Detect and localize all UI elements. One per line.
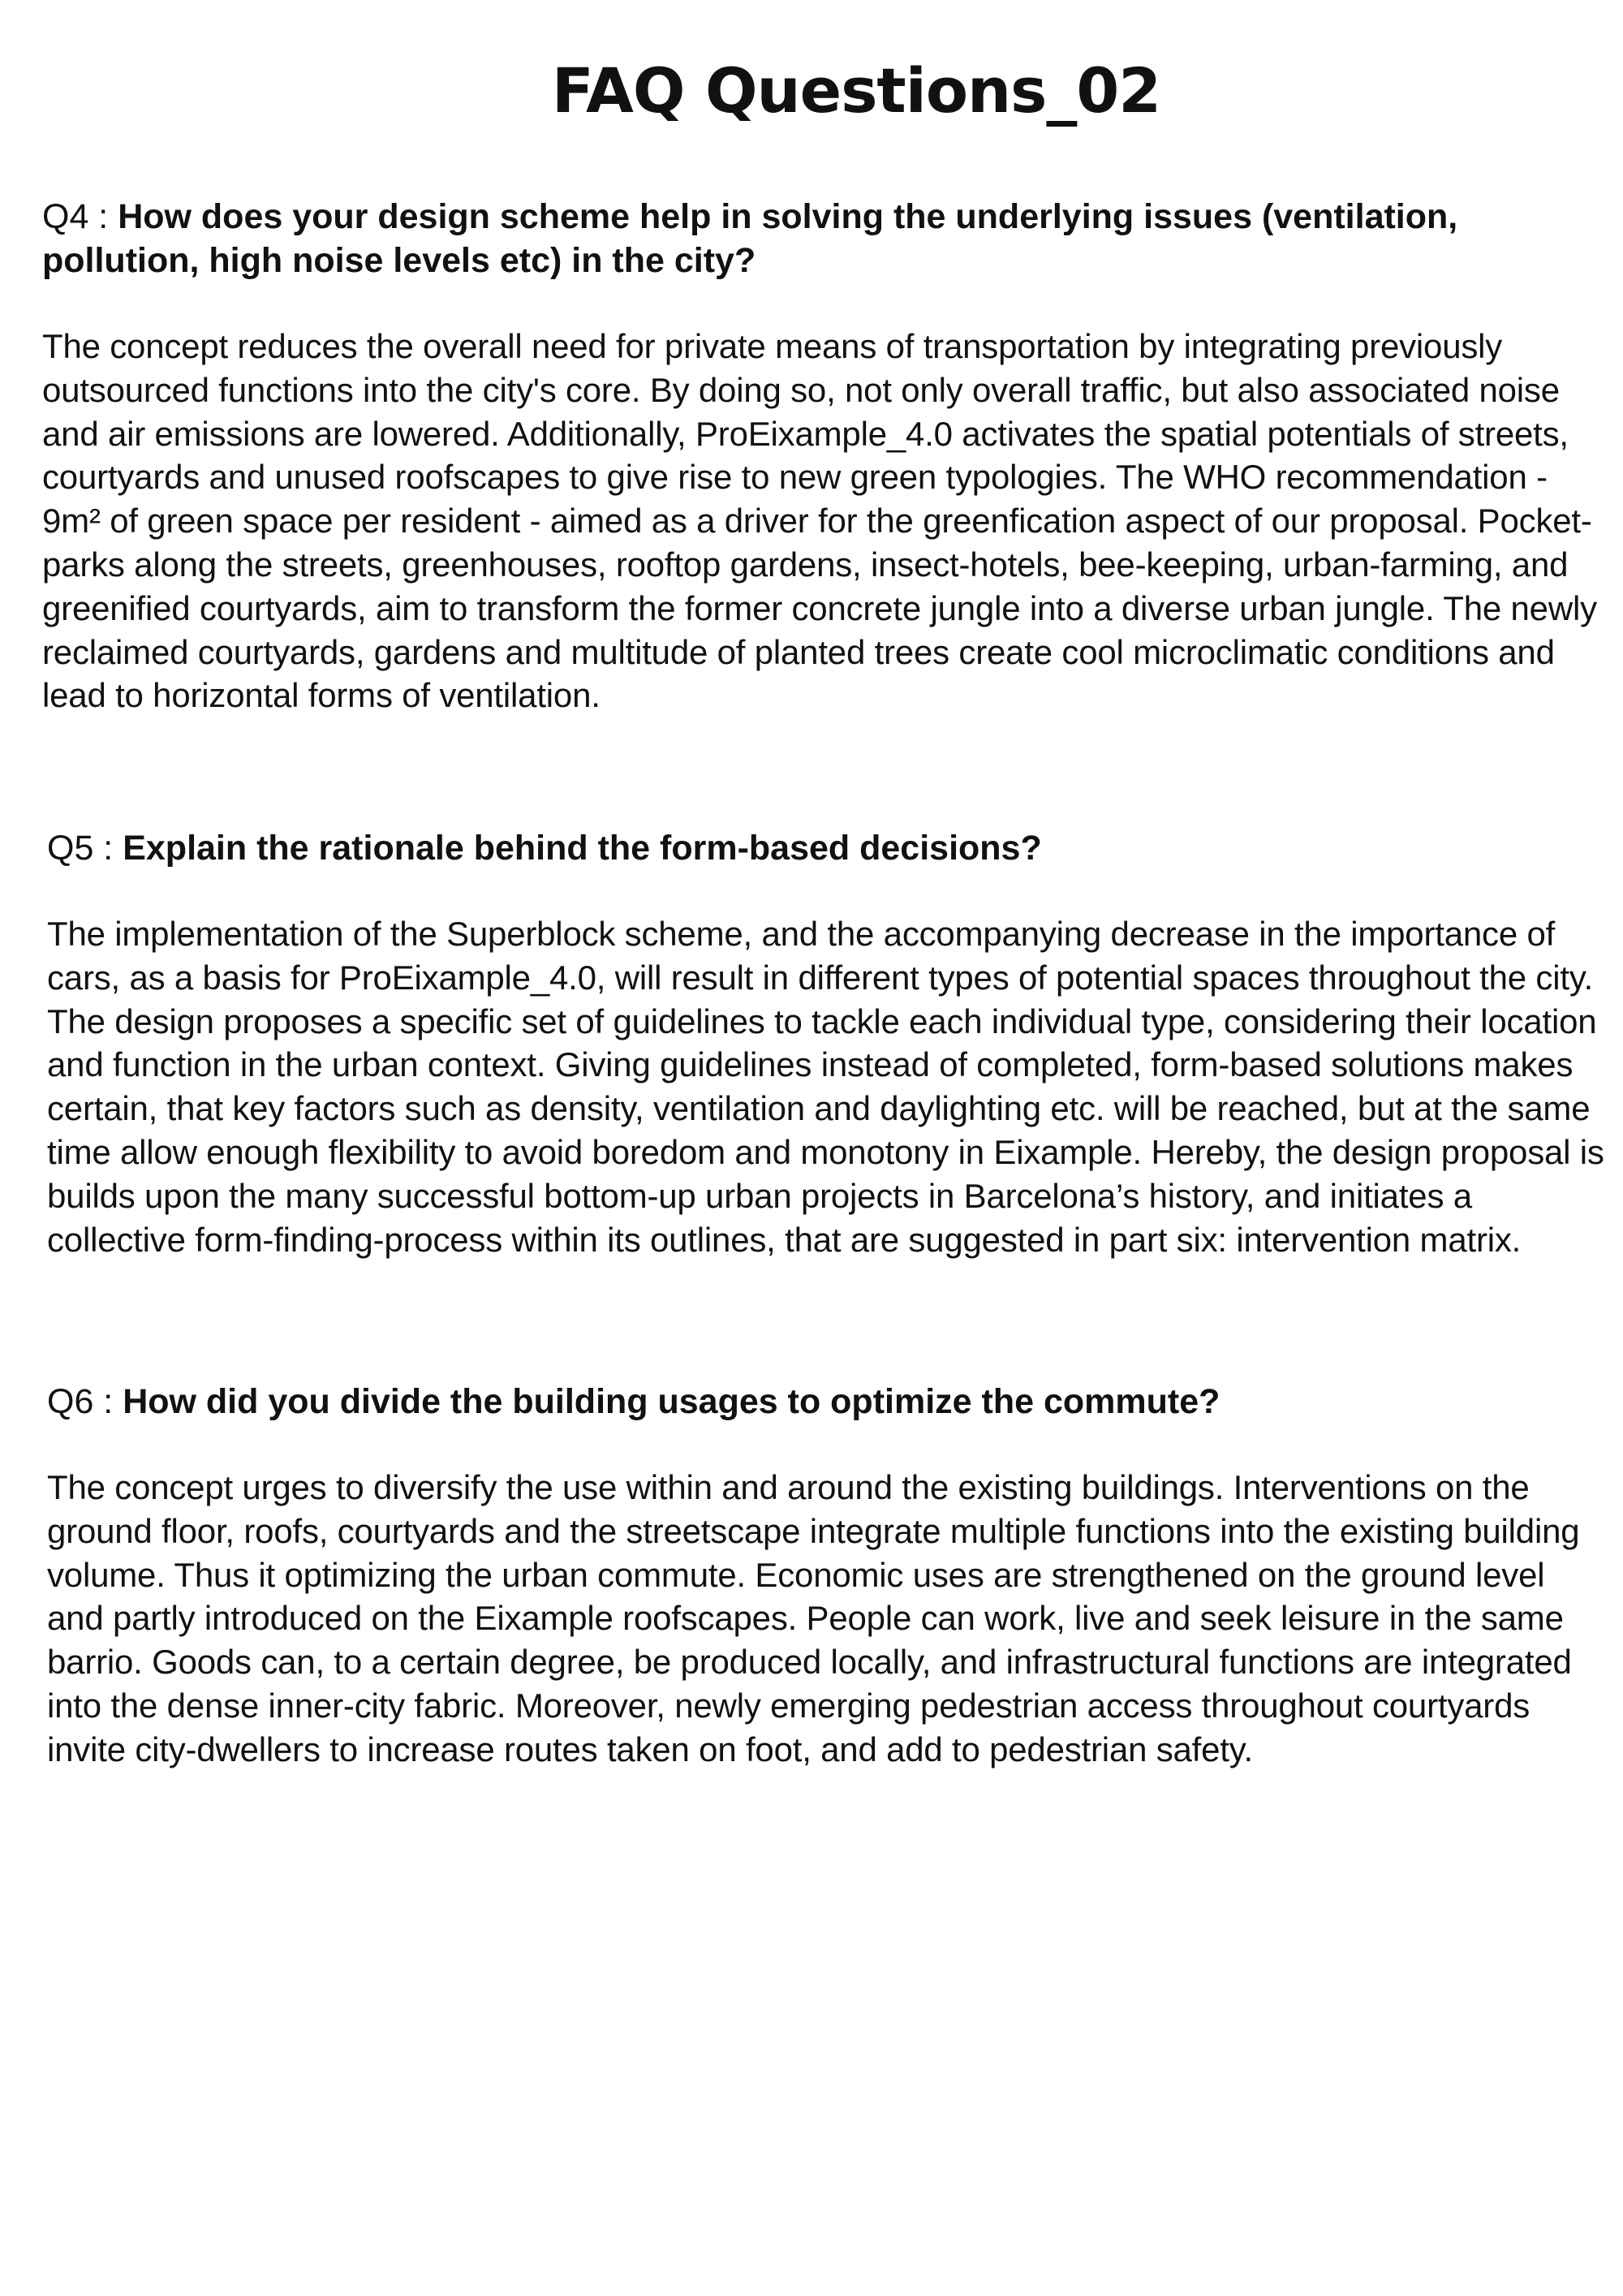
question-number: Q5 : [47,829,123,868]
question-number: Q6 : [47,1382,123,1421]
faq-answer: The concept reduces the overall need for private means of transportation by integrating previously outsourced functions into the city's core. By doing so, not only overall traffic, but also associated noise and air emissions are lowered. Additionally, ProEixample_4.0 activates the spatial potentials of streets, courtyards and unused roofscapes to give rise to new green typologies. The WHO recommendation - 9m² of green space per resident - aimed as a driver for the greenfication aspect of our proposal. Pocket-parks along the streets, greenhouses, rooftop gardens, insect-hotels, bee-keeping, urban-farming, and greenified courtyards, aim to transform the former concrete jungle into a diverse urban jungle. The newly reclaimed courtyards, gardens and multitude of planted trees create cool microclimatic conditions and lead to horizontal forms of ventilation. [42,327,1597,715]
page-title: FAQ Questions_02 [551,54,1161,127]
faq-question [47,826,1605,870]
faq-answer: The concept urges to diversify the use within and around the existing buildings. Interventions on the ground floor, roofs, courtyards and the streetscape integrate multiple functions into the existing building volume. Thus it optimizing the urban commute. Economic uses are strengthened on the ground level and partly introduced on the Eixample roofscapes. People can work, live and seek leisure in the same barrio. Goods can, to a certain degree, be produced locally, and infrastructural functions are integrated into the dense inner-city fabric. Moreover, newly emerging pedestrian access throughout courtyards invite city-dwellers to increase routes taken on foot, and add to pedestrian safety. [47,1468,1580,1768]
question-text: Explain the rationale behind the form-based decisions? [123,829,1042,868]
faq-item-q4 [42,195,1600,717]
question-number: Q4 : [42,197,118,236]
faq-answer: The implementation of the Superblock scheme, and the accompanying decrease in the importance of cars, as a basis for ProEixample_4.0, will result in different types of potential spaces throughout the city. The design proposes a specific set of guidelines to tackle each individual type, considering their location and function in the urban context. Giving guidelines instead of completed, form-based solutions makes certain, that key factors such as density, ventilation and daylighting etc. will be reached, but at the same time allow enough flexibility to avoid boredom and monotony in Eixample. Hereby, the design proposal is builds upon the many successful bottom-up urban projects in Barcelona’s history, and initiates a collective form-finding-process within its outlines, that are suggested in part six: intervention matrix. [47,915,1604,1259]
question-text: How does your design scheme help in solving the underlying issues (ventilation, pollution, high noise levels etc) in the city? [42,197,1458,280]
faq-question [42,195,1600,282]
faq-item-q5 [47,826,1605,1261]
faq-question [47,1380,1605,1424]
faq-item-q6 [47,1380,1605,1772]
question-text: How did you divide the building usages to optimize the commute? [123,1382,1220,1421]
